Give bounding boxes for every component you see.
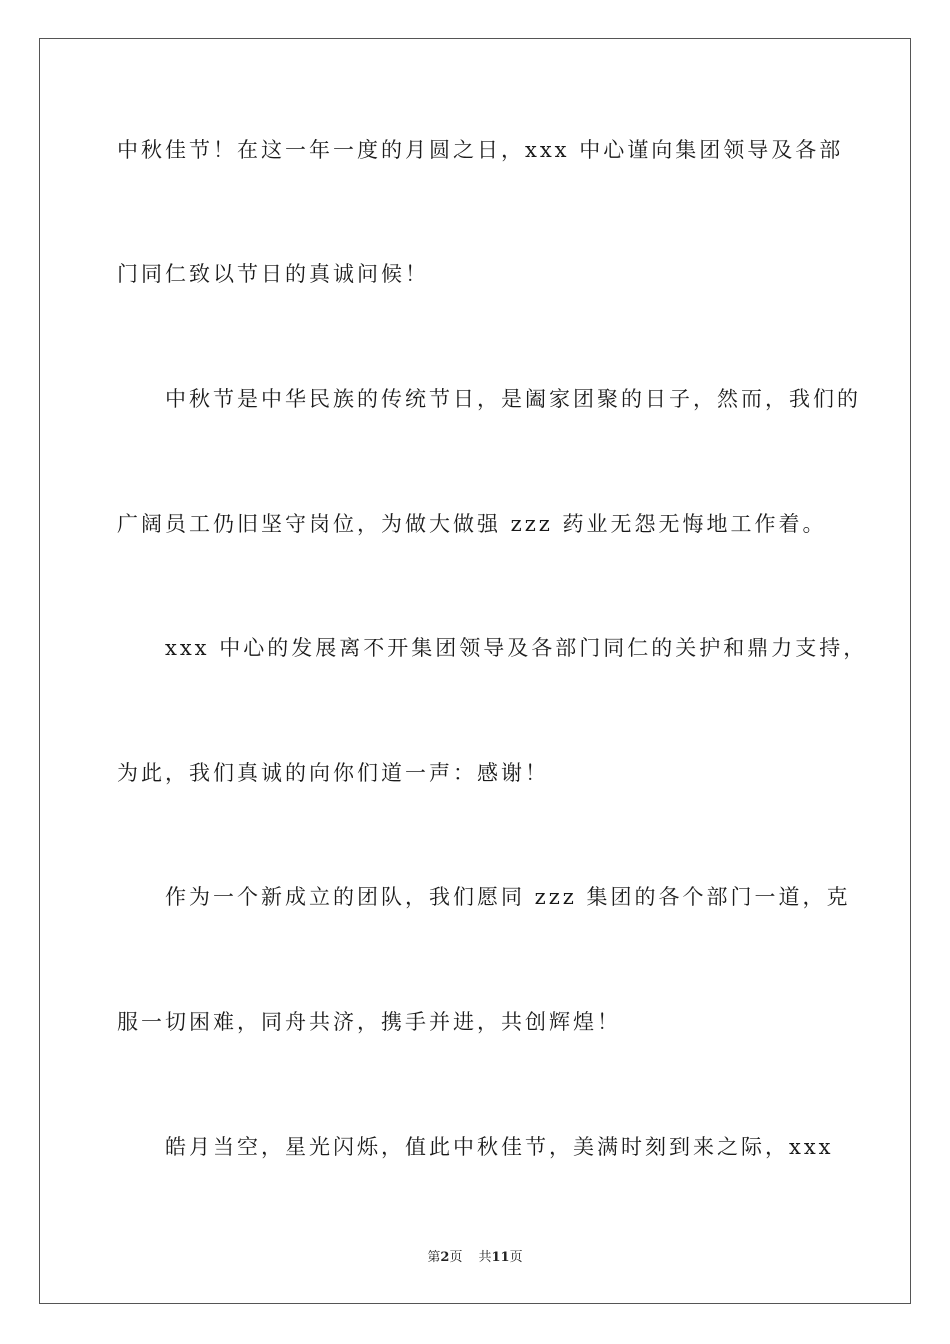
page-footer [0,1246,950,1265]
paragraph-line-3: 中秋节是中华民族的传统节日，是阖家团聚的日子，然而，我们的 [165,387,861,411]
paragraph-line-6: 为此，我们真诚的向你们道一声：感谢！ [117,761,549,785]
paragraph-line-5: xxx 中心的发展离不开集团领导及各部门同仁的关护和鼎力支持， [165,636,868,660]
paragraph-line-4: 广阔员工仍旧坚守岗位，为做大做强 zzz 药业无怨无悔地工作着。 [117,512,827,536]
paragraph-line-2: 门同仁致以节日的真诚问候！ [117,262,429,286]
paragraph-line-7: 作为一个新成立的团队，我们愿同 zzz 集团的各个部门一道，克 [165,885,851,909]
page-suffix: 页 [449,1250,463,1265]
page-border [39,38,911,1304]
page-prefix: 第 [427,1250,441,1265]
page-number: 2 [440,1250,450,1265]
paragraph-line-9: 皓月当空，星光闪烁，值此中秋佳节，美满时刻到来之际，xxx [165,1135,834,1159]
total-prefix: 共 [478,1250,492,1265]
total-pages: 11 [491,1250,510,1265]
paragraph-line-8: 服一切困难，同舟共济，携手并进，共创辉煌！ [117,1010,621,1034]
total-suffix: 页 [509,1250,523,1265]
paragraph-line-1: 中秋佳节！在这一年一度的月圆之日，xxx 中心谨向集团领导及各部 [117,138,844,162]
